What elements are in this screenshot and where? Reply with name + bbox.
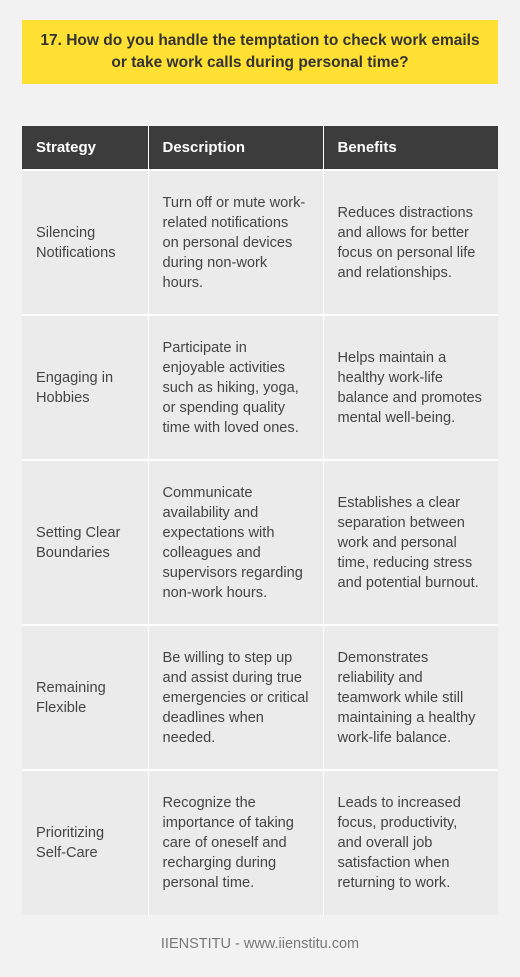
benefits-cell: Demonstrates reliability and teamwork while still maintaining a healthy work-life balance. (323, 625, 498, 770)
table-row (22, 625, 498, 770)
benefits-cell: Helps maintain a healthy work-life balance and promotes mental well-being. (323, 315, 498, 460)
description-cell: Turn off or mute work-related notifications on personal devices during non-work hours. (148, 170, 323, 315)
footer-credit: IIENSTITU - www.iienstitu.com (160, 936, 360, 952)
benefits-cell: Reduces distractions and allows for better focus on personal life and relationships. (323, 170, 498, 315)
strategy-cell: Setting Clear Boundaries (22, 460, 148, 625)
strategy-cell: Prioritizing Self-Care (22, 770, 148, 915)
header-benefits: Benefits (323, 126, 498, 170)
strategy-cell: Engaging in Hobbies (22, 315, 148, 460)
strategy-cell: Remaining Flexible (22, 625, 148, 770)
table-row (22, 770, 498, 915)
description-cell: Communicate availability and expectations with colleagues and supervisors regarding non-work hours. (148, 460, 323, 625)
benefits-cell: Establishes a clear separation between work and personal time, reducing stress and potential burnout. (323, 460, 498, 625)
strategy-cell: Silencing Notifications (22, 170, 148, 315)
table-row (22, 315, 498, 460)
description-cell: Recognize the importance of taking care of oneself and recharging during personal time. (148, 770, 323, 915)
question-title-banner (22, 20, 498, 84)
description-cell: Be willing to step up and assist during true emergencies or critical deadlines when needed. (148, 625, 323, 770)
benefits-cell: Leads to increased focus, productivity, and overall job satisfaction when returning to work. (323, 770, 498, 915)
header-description: Description (148, 126, 323, 170)
table-header-row (22, 126, 498, 170)
table-row (22, 460, 498, 625)
description-cell: Participate in enjoyable activities such as hiking, yoga, or spending quality time with loved ones. (148, 315, 323, 460)
question-title: 17. How do you handle the temptation to check work emails or take work calls during personal time? (40, 32, 480, 71)
table-row (22, 170, 498, 315)
strategy-table (22, 126, 498, 915)
header-strategy: Strategy (22, 126, 148, 170)
